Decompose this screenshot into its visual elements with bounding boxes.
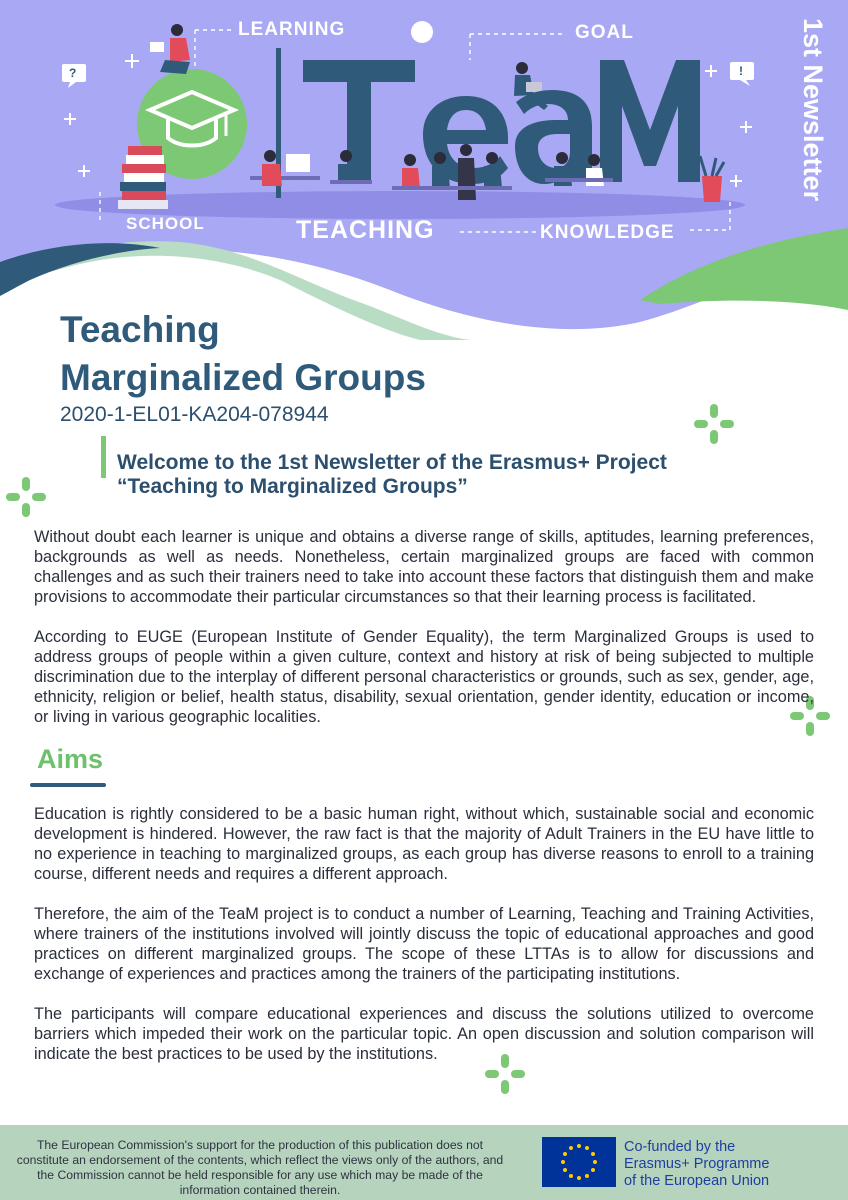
eu-disclaimer: The European Commission's support for the production of this publication does not constitute an endorsement of the contents, which reflect the views only of the authors, and the Commission cannot be held responsible for any use which may be made of the information contained therein. (16, 1138, 504, 1197)
aims-paragraph-2: Therefore, the aim of the TeaM project is to conduct a number of Learning, Teaching and Training Activities, where trainers of the institutions involved will jointly discuss the topic of educational approaches and good practices on different marginalized groups. The scope of these LTTAs is to allow for discussions and exchange of experiences and practices among the trainers of the participating institutions. (34, 905, 814, 983)
exclamation-mark: ! (739, 64, 743, 78)
word-teaching: TEACHING (296, 216, 435, 244)
project-code: 2020-1-EL01-KA204-078944 (60, 403, 329, 426)
word-knowledge: KNOWLEDGE (540, 222, 675, 243)
eu-text-line-1: Co-funded by the (624, 1139, 736, 1155)
aims-paragraph-3: The participants will compare educational experiences and discuss the solutions utilized to overcome barriers which impeded their work on the particular topic. An open discussion and solution comparison will indicate the best practices to be used by the institutions. (34, 1005, 814, 1063)
welcome-accent-bar (101, 436, 106, 478)
word-learning: LEARNING (238, 19, 346, 40)
cross-decoration-icon (694, 404, 734, 444)
title-line-2: Marginalized Groups (60, 357, 426, 398)
welcome-line-1: Welcome to the 1st Newsletter of the Erasmus+ Project (117, 451, 667, 474)
header-banner (0, 0, 848, 340)
eu-text-line-2: Erasmus+ Programme (624, 1156, 770, 1172)
eu-funding-text (624, 1139, 769, 1190)
definition-paragraph: According to EUGE (European Institute of Gender Equality), the term Marginalized Groups is used to address groups of people within a given culture, context and history at risk of being subjected to multiple discrimination due to the interplay of different personal characteristics or grounds, such as sex, gender, age, ethnicity, religion or belief, health status, disability, sexual orientation, gender identity, education or income, or living in various geographic localities. (34, 628, 814, 726)
question-mark: ? (69, 66, 77, 80)
page-title (60, 306, 580, 402)
aims-paragraph-1: Education is rightly considered to be a basic human right, without which, sustainable social and economic development is hindered. However, the raw fact is that the majority of Adult Trainers in the EU have little to no experience in teaching to marginalized groups, as each group has diverse reasons to enroll to a training course, different needs and requires a different approach. (34, 805, 814, 883)
intro-paragraph: Without doubt each learner is unique and obtains a diverse range of skills, aptitudes, learning preferences, backgrounds as well as needs. Nonetheless, certain marginalized groups are faced with common challenges and as such their trainers need to take into account these factors that distinguish them and make provisions to accommodate their particular circumstances so that their learning process is facilitated. (34, 528, 814, 606)
welcome-line-2: “Teaching to Marginalized Groups” (117, 475, 468, 498)
vertical-label-text: 1st Newsletter (798, 18, 828, 202)
welcome-heading (117, 451, 757, 499)
cross-decoration-icon (6, 477, 46, 517)
word-goal: GOAL (575, 22, 634, 43)
eu-text-line-3: of the European Union (624, 1173, 770, 1189)
dot-icon (411, 21, 433, 43)
eu-flag-icon (542, 1137, 616, 1187)
vertical-newsletter-label (790, 18, 834, 230)
word-school: SCHOOL (126, 214, 205, 233)
aims-underline (30, 783, 106, 787)
aims-heading: Aims (37, 744, 104, 774)
title-line-1: Teaching (60, 309, 220, 350)
